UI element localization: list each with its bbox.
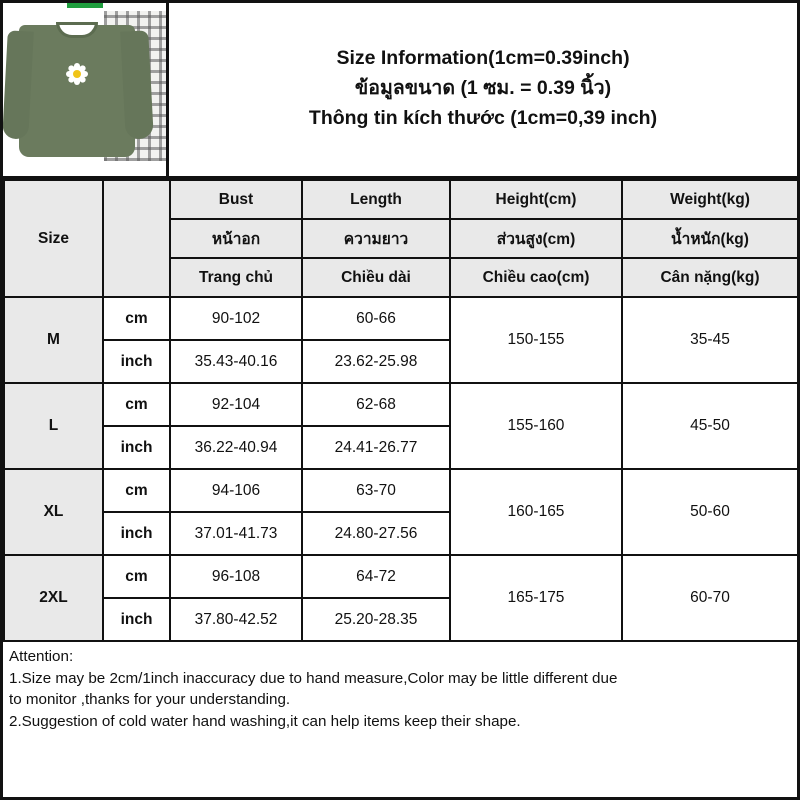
height-header-th: ส่วนสูง(cm) — [450, 219, 622, 258]
bust-cm-m: 90-102 — [170, 297, 302, 340]
size-value-xl: XL — [4, 469, 103, 555]
size-value-l: L — [4, 383, 103, 469]
bust-cm-xl: 94-106 — [170, 469, 302, 512]
unit-inch: inch — [103, 598, 170, 641]
table-row — [4, 555, 798, 598]
bust-inch-m: 35.43-40.16 — [170, 340, 302, 383]
shirt-illustration — [19, 25, 135, 157]
unit-cm: cm — [103, 297, 170, 340]
bust-header-th: หน้าอก — [170, 219, 302, 258]
length-inch-2xl: 25.20-28.35 — [302, 598, 450, 641]
collar — [56, 22, 98, 38]
unit-cm: cm — [103, 383, 170, 426]
product-photo — [3, 3, 169, 176]
title-block — [169, 3, 797, 176]
length-header-en: Length — [302, 180, 450, 219]
unit-header-cell — [103, 180, 170, 297]
table-header-row-en — [4, 180, 798, 219]
bust-cm-l: 92-104 — [170, 383, 302, 426]
length-inch-l: 24.41-26.77 — [302, 426, 450, 469]
accent-bar — [67, 3, 103, 8]
weight-2xl: 60-70 — [622, 555, 798, 641]
bust-header-vi: Trang chủ — [170, 258, 302, 297]
attention-line-3: 2.Suggestion of cold water hand washing,it can help items keep their shape. — [9, 712, 521, 730]
title-line-th: ข้อมูลขนาด (1 ซม. = 0.39 นิ้ว) — [354, 76, 612, 99]
length-cm-m: 60-66 — [302, 297, 450, 340]
unit-inch: inch — [103, 512, 170, 555]
weight-m: 35-45 — [622, 297, 798, 383]
bust-cm-2xl: 96-108 — [170, 555, 302, 598]
header — [3, 3, 797, 179]
attention-block — [3, 642, 797, 732]
size-value-2xl: 2XL — [4, 555, 103, 641]
bust-inch-2xl: 37.80-42.52 — [170, 598, 302, 641]
length-cm-xl: 63-70 — [302, 469, 450, 512]
bust-header-en: Bust — [170, 180, 302, 219]
length-inch-xl: 24.80-27.56 — [302, 512, 450, 555]
weight-l: 45-50 — [622, 383, 798, 469]
table-row — [4, 383, 798, 426]
length-header-th: ความยาว — [302, 219, 450, 258]
length-cm-l: 62-68 — [302, 383, 450, 426]
length-header-vi: Chiều dài — [302, 258, 450, 297]
weight-header-vi: Cân nặng(kg) — [622, 258, 798, 297]
daisy-icon — [66, 63, 88, 85]
title-line-vi: Thông tin kích thước (1cm=0,39 inch) — [308, 106, 658, 129]
height-m: 150-155 — [450, 297, 622, 383]
weight-xl: 50-60 — [622, 469, 798, 555]
bust-inch-xl: 37.01-41.73 — [170, 512, 302, 555]
length-inch-m: 23.62-25.98 — [302, 340, 450, 383]
unit-inch: inch — [103, 340, 170, 383]
unit-cm: cm — [103, 555, 170, 598]
size-table — [3, 179, 799, 642]
attention-line-2: to monitor ,thanks for your understanding. — [9, 691, 291, 708]
height-l: 155-160 — [450, 383, 622, 469]
table-row — [4, 297, 798, 340]
size-header-cell: Size — [4, 180, 103, 297]
height-xl: 160-165 — [450, 469, 622, 555]
height-2xl: 165-175 — [450, 555, 622, 641]
weight-header-th: น้ำหนัก(kg) — [622, 219, 798, 258]
height-header-en: Height(cm) — [450, 180, 622, 219]
unit-inch: inch — [103, 426, 170, 469]
bust-inch-l: 36.22-40.94 — [170, 426, 302, 469]
size-value-m: M — [4, 297, 103, 383]
table-row — [4, 469, 798, 512]
unit-cm: cm — [103, 469, 170, 512]
length-cm-2xl: 64-72 — [302, 555, 450, 598]
title-line-en: Size Information(1cm=0.39inch) — [336, 46, 630, 69]
attention-title: Attention: — [9, 648, 74, 665]
weight-header-en: Weight(kg) — [622, 180, 798, 219]
height-header-vi: Chiều cao(cm) — [450, 258, 622, 297]
attention-line-1: 1.Size may be 2cm/1inch inaccuracy due to hand measure,Color may be little different due — [9, 669, 618, 687]
